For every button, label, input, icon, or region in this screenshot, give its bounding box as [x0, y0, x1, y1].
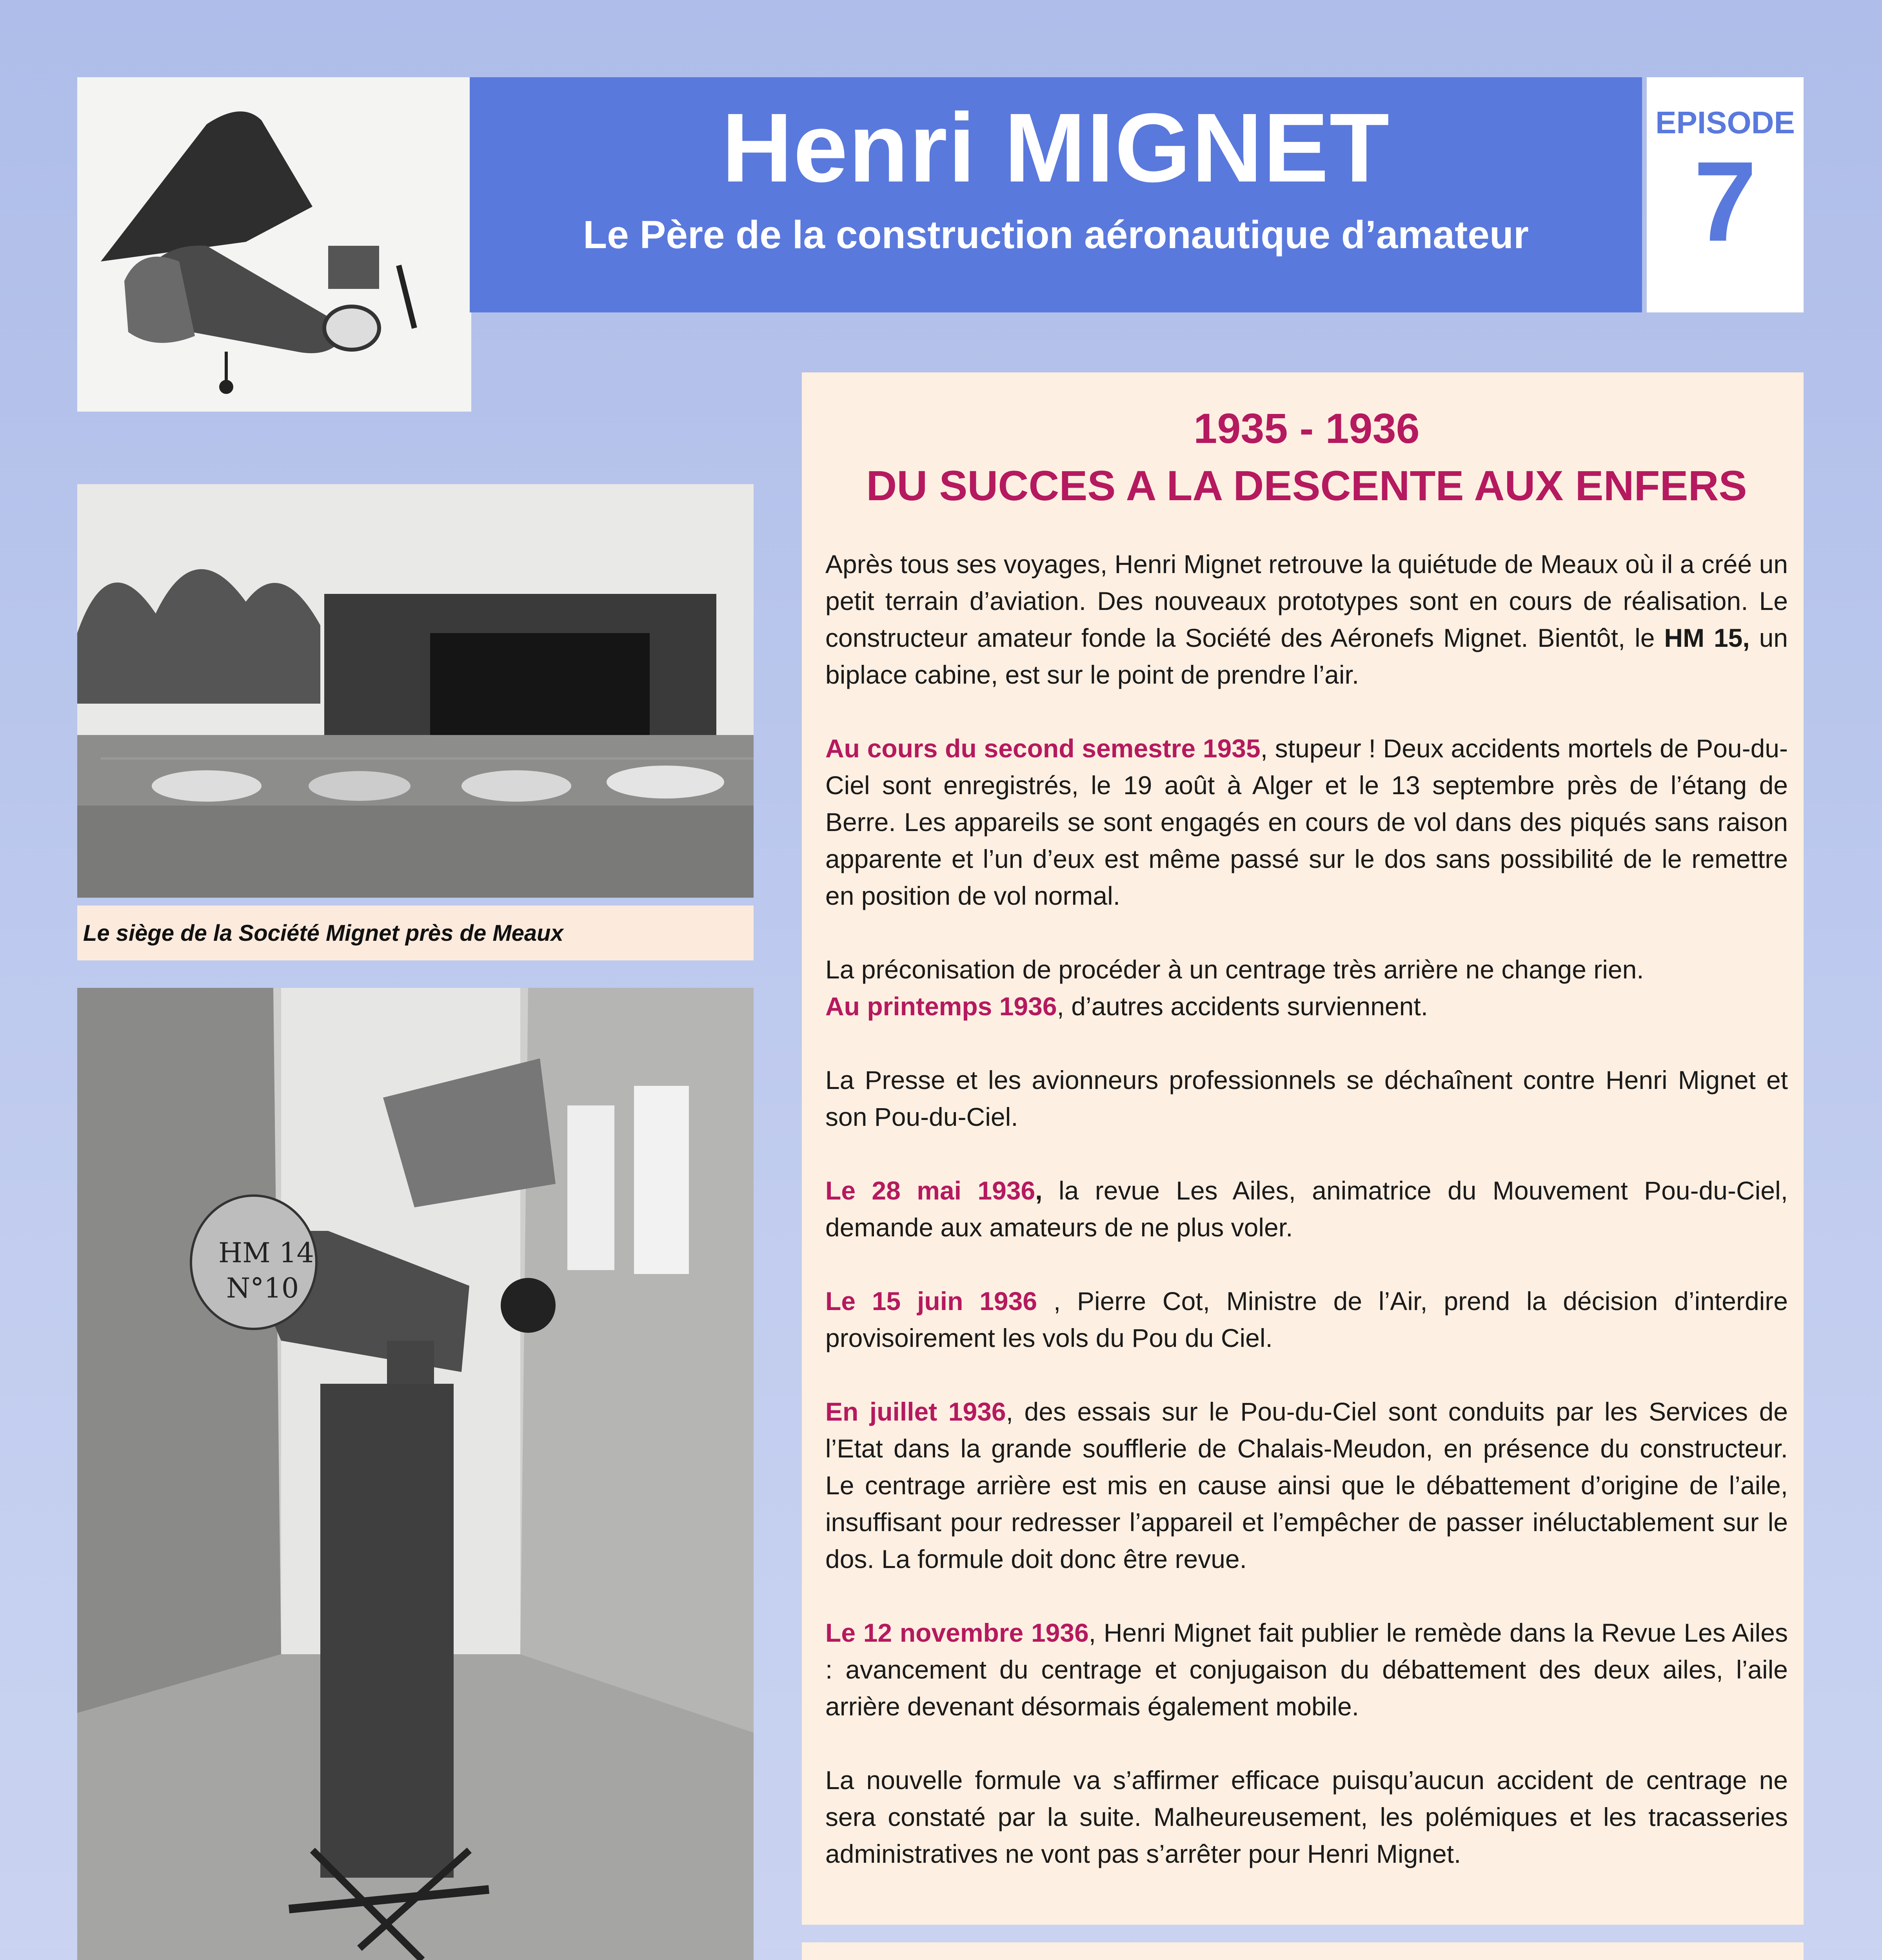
section-1935-1936	[802, 372, 1804, 1925]
paragraph: Au printemps 1936, d’autres accidents surviennent.	[825, 991, 1428, 1021]
episode-number: 7	[1693, 138, 1757, 265]
paragraph: La nouvelle formule va s’affirmer efficace puisqu’aucun accident de centrage ne sera constaté par la suite. Malheureusement, les polémiques et les tracasseries administratives ne vont pas s’arrêter pour Henri Mignet.	[825, 1765, 1788, 1868]
hm14-tail-text-1: HM 14	[218, 1237, 314, 1269]
section1-title	[825, 400, 1788, 514]
episode-label: EPISODE	[1655, 105, 1795, 140]
section1-title-text: DU SUCCES A LA DESCENTE AUX ENFERS	[866, 461, 1747, 509]
paragraph: Au cours du second semestre 1935, stupeur ! Deux accidents mortels de Pou-du-Ciel sont enregistrés, le 19 août à Alger et le 13 septembre près de l’étang de Berre. Les appareils se sont engagés en cours de vol dans des piqués sans raison apparente et l’un d’eux est même passé sur le dos sans possibilité de le remettre en position de vol normal.	[825, 733, 1788, 910]
hangar-photo	[77, 484, 754, 898]
paragraph: Le 12 novembre 1936, Henri Mignet fait publier le remède dans la Revue Les Ailes : avancement du centrage et conjugaison du débattement des deux ailes, l’aile arrière devenant désormais également mobile.	[825, 1618, 1788, 1721]
episode-box	[1647, 77, 1804, 312]
pou-du-ciel-photo	[77, 77, 471, 412]
paragraph: Après tous ses voyages, Henri Mignet retrouve la quiétude de Meaux où il a créé un petit terrain d’aviation. Des nouveaux prototypes sont en cours de réalisation. Le constructeur amateur fonde la Société des Aéronefs Mignet. Bientôt, le HM 15, un biplace cabine, est sur le point de prendre l’air.	[825, 549, 1788, 689]
section1-title-years: 1935 - 1936	[1194, 405, 1420, 452]
caption-hangar: Le siège de la Société Mignet près de Meaux	[77, 906, 754, 960]
wind-tunnel-photo	[77, 988, 754, 1960]
wind-tunnel-image	[77, 988, 754, 1960]
hm14-tail-text-2: N°10	[226, 1272, 299, 1304]
section-1937	[802, 1942, 1804, 1960]
title-banner	[470, 77, 1642, 312]
paragraph: Le 28 mai 1936, la revue Les Ailes, animatrice du Mouvement Pou-du-Ciel, demande aux amateurs de ne plus voler.	[825, 1176, 1788, 1242]
paragraph: La Presse et les avionneurs professionnels se déchaînent contre Henri Mignet et son Pou-du-Ciel.	[825, 1065, 1788, 1131]
paragraph: Le 15 juin 1936 , Pierre Cot, Ministre de l’Air, prend la décision d’interdire provisoirement les vols du Pou du Ciel.	[825, 1286, 1788, 1352]
paragraph: La préconisation de procéder à un centrage très arrière ne change rien.	[825, 955, 1644, 984]
hangar-image	[77, 484, 754, 898]
page-subtitle: Le Père de la construction aéronautique d’amateur	[583, 213, 1529, 257]
page-title: Henri MIGNET	[721, 93, 1390, 202]
paragraph: En juillet 1936, des essais sur le Pou-du-Ciel sont conduits par les Services de l’Etat dans la grande soufflerie de Chalais-Meudon, en présence du constructeur. Le centrage arrière est mis en cause ainsi que le débattement d’origine de l’aile, insuffisant pour redresser l’appareil et l’empêcher de passer inéluctablement sur le dos. La formule doit donc être revue.	[825, 1397, 1788, 1573]
header-photo	[77, 77, 471, 412]
